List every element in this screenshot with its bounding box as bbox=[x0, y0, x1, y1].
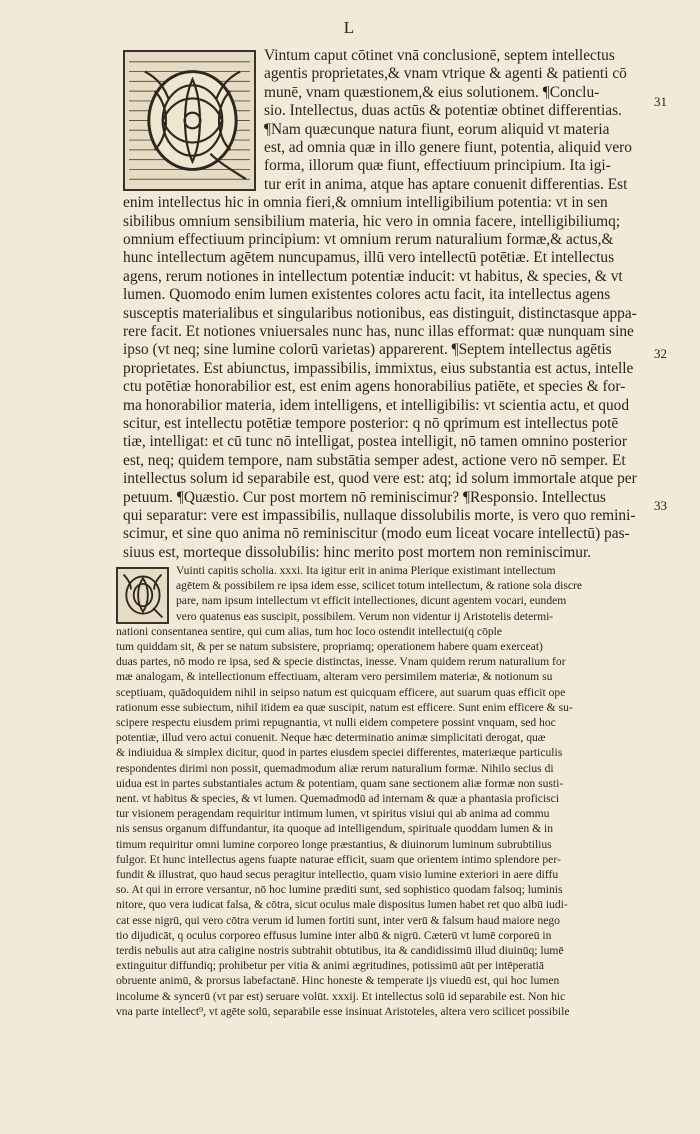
text-line: scimur, et sine quo anima nō reminiscitur (modo eum liceat vocare intellectū) pas- bbox=[123, 525, 630, 543]
scholia-line: rationum esse subiectum, nihil itidem ea quæ suscipit, natum est efficere. Sunt enim efficere & su- bbox=[116, 700, 573, 714]
text-line: agens, rerum notiones in intellectum potentiæ inducit: vt habitus, & species, & vt bbox=[123, 267, 623, 285]
text-line: sio. Intellectus, duas actūs & potentiæ obtinet differentias. bbox=[264, 102, 622, 120]
scholia-line: pare, nam ipsum intellectum vt efficit intellectiones, dicunt agentem vocari, eundem bbox=[176, 594, 567, 608]
scholia-line: obruente animū, & prorsus labefactanē. Hinc honeste & temperate ijs viuedū est, qui hoc lumen bbox=[116, 974, 560, 988]
scholia-line: potentiæ, illud vero actui conuenit. Neque hæc determinatio animæ simplicitati derogat, quæ bbox=[116, 731, 546, 745]
scholia-line: respondentes dirimi non possit, quemadmodum aliæ rerum naturalium formæ. Nihilo secius di bbox=[116, 761, 554, 775]
scholia-line: nis sensus organum diffundantur, ita quoque ad intelligendum, spirituale quoddam lumen & in bbox=[116, 822, 554, 836]
scholia-line: mæ analogam, & intellectionum effectiuam, alteram vero persimilem materiæ, & notionum su bbox=[116, 670, 553, 684]
text-line: tur erit in anima, atque has aptare conuenit differentias. Est bbox=[264, 175, 628, 193]
scholia-line: agētem & possibilem re ipsa idem esse, scilicet totum intellectum, & ratione sola discre bbox=[176, 579, 582, 593]
ornament-icon bbox=[118, 569, 167, 622]
scholia-line: vna parte intellect⁹, vt agēte solū, separabile esse insinuat Aristoteles, altera vero scilicet possibile bbox=[116, 1004, 570, 1018]
decorated-initial-q bbox=[123, 50, 256, 191]
scholia-line: Vuinti capitis scholia. xxxi. Ita igitur erit in anima Plerique existimant intellectum bbox=[176, 564, 556, 577]
text-line: omnium effectiuum principium: vt omnium rerum naturalium formæ,& actus,& bbox=[123, 231, 614, 248]
text-line: Vintum caput cōtinet vnā conclusionē, septem intellectus bbox=[264, 47, 615, 64]
text-line: intellectus solum id separabile est, quod vere est: atq; id solum immortale atque per bbox=[123, 470, 637, 488]
scholia-line: sceptiuam, quādoquidem nihil in seipso natum est quicquam efficere, aut suarum quas efficit ope bbox=[116, 685, 566, 699]
scholia-line: fulgor. Et hunc intellectus agens fuapte naturae efficit, suam que orientem intimo splendore per- bbox=[116, 852, 561, 866]
scholia-line: extinguitur diffundiq; prohibetur per vitia & animi ægritudines, potissimū aūt per intēperatiā bbox=[116, 959, 545, 973]
scholia-line: fundit & illustrat, quo haud secus peragitur intellectio, quam visio lumine exteriori in aere diffu bbox=[116, 868, 559, 881]
margin-number: 31 bbox=[654, 94, 667, 109]
folio-number: L bbox=[343, 18, 357, 37]
text-line: ¶Nam quæcunque natura fiunt, eorum aliquid vt materia bbox=[264, 120, 610, 138]
scholia-line: vero quatenus eas suscipit, possibilem. Verum non videntur ij Aristotelis determi- bbox=[176, 609, 554, 623]
text-line: ma honorabilior materia, idem intelligens, et intelligibilis: vt scientia actu, et quod bbox=[123, 396, 630, 414]
text-line: sibilibus omnium sensibilium materia, hic vero in omnia facere, intelligibiliumq; bbox=[123, 212, 621, 230]
text-line: susceptis materialibus et singularibus notionibus, eas distinguit, distinctasque appa- bbox=[123, 304, 637, 322]
text-line: est, ad omnia quæ in illo genere fiunt, potentia, aliquid vero bbox=[264, 139, 633, 156]
scholia-line: nent. vt habitus & species, & vt lumen. Quemadmodū ad internam & quæ a phantasia proficisci bbox=[116, 792, 560, 805]
scholia-line: nationi consentanea sentire, qui cum alias, tum hoc loco ostendit intellectui(q cōple bbox=[116, 624, 503, 638]
text-line: siuus est, morteque dissolubilis: hinc merito post mortem non reminiscimur. bbox=[123, 543, 592, 561]
scholia-line: duas partes, nō modo re ipsa, sed & specie distinctas, inesse. Vnam quidem rerum naturalium for bbox=[116, 655, 566, 669]
scholia-line: so. At qui in errore versantur, nō hoc lumine præditi sunt, sed sophistico quodam falsoq; luminis bbox=[116, 883, 563, 897]
scholia-initial-q bbox=[116, 567, 169, 624]
scholia-line: uidua est in partes substantiales actum & potentiam, quam sane sectionem aliæ formæ non susti- bbox=[116, 776, 564, 790]
ornament-icon bbox=[125, 52, 254, 189]
margin-number: 32 bbox=[654, 346, 667, 361]
text-line: scitur, est intellectu potētiæ tempore posterior: q nō qprimum est intellectus potē bbox=[123, 415, 619, 432]
scholia-line: terdis nebulis aut atra caligine nostris subtrahit obtutibus, ita & candidissimū illud diuinūq; lumē bbox=[116, 944, 564, 957]
scholia-line: cat esse nigrū, qui vero cōtra verum id lumen fortiti sunt, inter verū & falsum haud maiore nego bbox=[116, 913, 560, 927]
scholia-line: & indiuidua & simplex dicitur, quod in partes eiusdem speciei differentes, materiæque particulis bbox=[116, 746, 563, 760]
text-line: petuum. ¶Quæstio. Cur post mortem nō reminiscimur? ¶Responsio. Intellectus bbox=[123, 488, 606, 506]
text-line: munē, vnam quæstionem,& eius solutionem. ¶Conclu- bbox=[264, 83, 600, 101]
text-line: lumen. Quomodo enim lumen existentes colores actu facit, ita intellectus agens bbox=[123, 286, 611, 304]
text-line: forma, illorum quæ fiunt, effectiuum principium. Ita igi- bbox=[264, 157, 611, 175]
text-line: tiæ, intelligat: et cū tunc nō intelligat, postea intelligit, nō tamen omnino posterior bbox=[123, 433, 627, 451]
margin-number: 33 bbox=[654, 498, 667, 513]
text-line: qui separatur: vere est impassibilis, nullaque dissolubilis morte, is vero quo remini- bbox=[123, 507, 636, 524]
text-line: ipso (vt neq; sine lumine colorū varietas) apparerent. ¶Septem intellectus agētis bbox=[123, 341, 612, 359]
scholia-line: incolume & syncerū (vt par est) seruare volūt. xxxij. Et intellectus solū id separabile est. Non hic bbox=[116, 989, 566, 1003]
text-line: rere facit. Et notiones vniuersales nunc has, nunc illas efformat: quæ nunquam sine bbox=[123, 323, 634, 340]
scholia-line: timum requiritur omni lumine corporeo longe præstantius, & diuinorum luminum subrubtilius bbox=[116, 837, 552, 851]
text-line: hunc intellectum agētem nuncupamus, illū vero intellectū potētiæ. Et intellectus bbox=[123, 249, 615, 267]
scholia-line: tur visionem peragendam requiritur intimum lumen, vt spiritus visiui qui ab anima ad commu bbox=[116, 807, 550, 821]
text-line: est, neq; quidem tempore, nam substātia semper adest, actione vero nō semper. Et bbox=[123, 451, 626, 469]
scholia-line: scipere respectu eiusdem primi repugnantia, vt nulli eidem competere possint vnquam, sed hoc bbox=[116, 716, 556, 729]
text-line: enim intellectus hic in omnia fieri,& omnium intelligibilium potentia: vt in sen bbox=[123, 194, 608, 212]
text-line: proprietates. Est abiunctus, impassibilis, immixtus, eius substantia est actus, intelle bbox=[123, 359, 634, 377]
scholia-line: nitore, quo vera iudicat falsa, & cōtra, sicut oculus male dispositus lumen habet ret quo albū iudi- bbox=[116, 898, 568, 912]
text-line: agentis proprietates,& vnam vtrique & agenti & patienti cō bbox=[264, 65, 627, 83]
text-line: ctu potētiæ honorabilior est, est enim agens honorabilius patiēte, et species & for- bbox=[123, 378, 626, 396]
scholia-line: tio dijudicāt, q oculus corporeo effusus lumine inter albū & nigrū. Cæterū vt lumē corporeū in bbox=[116, 928, 552, 942]
scholia-line: tum quiddam sit, & per se natum subsistere, propriamq; operationem habere quam exerceat) bbox=[116, 640, 543, 653]
